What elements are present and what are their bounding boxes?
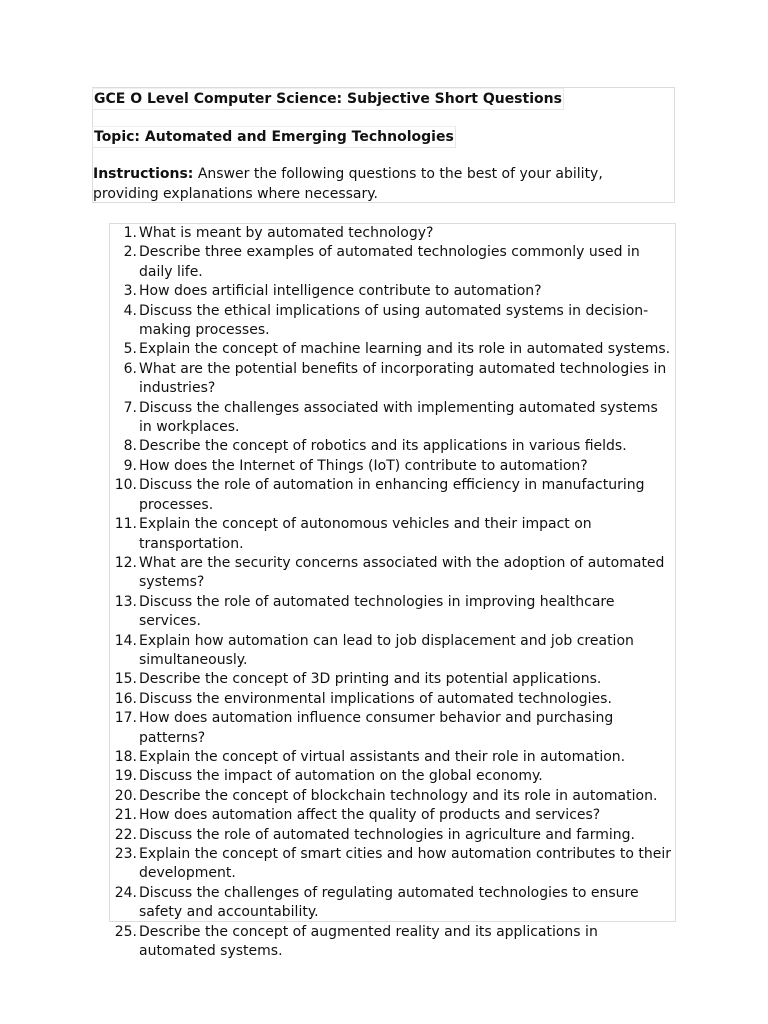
question-text: Explain the concept of machine learning and its role in automated systems. [139, 341, 671, 358]
question-text: Explain the concept of autonomous vehicles and their impact on transportation. [139, 516, 592, 552]
document-topic: Topic: Automated and Emerging Technologies [92, 126, 456, 148]
question-number: 14. [114, 632, 137, 649]
question-text: Discuss the environmental implications of automated technologies. [139, 690, 612, 707]
question-text: What are the potential benefits of incorporating automated technologies in industries? [139, 360, 667, 397]
instructions-label: Instructions: [93, 166, 194, 182]
question-number: 20. [114, 787, 137, 804]
question-text: Describe the concept of augmented reality and its applications in automated systems. [139, 923, 598, 960]
list-item [110, 670, 672, 689]
question-number: 22. [114, 826, 137, 843]
question-number: 25. [114, 923, 137, 940]
question-text: Discuss the impact of automation on the global economy. [139, 768, 543, 785]
question-number: 5. [123, 341, 137, 358]
question-text: Explain the concept of virtual assistants and their role in automation. [139, 748, 626, 765]
question-number: 3. [123, 283, 137, 300]
question-number: 19. [114, 768, 137, 785]
list-item [110, 632, 672, 671]
list-item [110, 340, 672, 359]
question-number: 11. [114, 516, 137, 533]
list-item [110, 826, 672, 845]
instructions-paragraph [93, 164, 671, 204]
question-number: 17. [114, 710, 137, 727]
question-text: How does automation affect the quality of products and services? [139, 807, 601, 824]
question-number: 13. [114, 593, 137, 610]
question-text: Describe three examples of automated technologies commonly used in daily life. [139, 244, 640, 280]
list-item [110, 767, 672, 786]
question-number: 16. [114, 690, 137, 707]
question-list [110, 224, 672, 961]
list-item [110, 476, 672, 515]
list-item [110, 282, 672, 301]
question-number: 10. [114, 477, 137, 494]
question-text: Describe the concept of 3D printing and its potential applications. [139, 671, 602, 688]
question-text: Explain how automation can lead to job displacement and job creation simultaneously. [139, 632, 634, 668]
question-number: 23. [114, 846, 137, 862]
list-item [110, 709, 672, 748]
question-text: Discuss the challenges associated with implementing automated systems in workplaces. [139, 399, 658, 436]
list-item [110, 845, 672, 884]
list-item [110, 224, 672, 243]
question-text: Discuss the role of automated technologies in agriculture and farming. [139, 826, 635, 843]
question-number: 15. [114, 671, 137, 688]
question-text: How does the Internet of Things (IoT) contribute to automation? [139, 457, 588, 474]
question-text: Describe the concept of robotics and its applications in various fields. [139, 438, 627, 455]
list-item [110, 515, 672, 554]
question-text: Discuss the challenges of regulating automated technologies to ensure safety and accountability. [139, 884, 639, 921]
list-item [110, 360, 672, 399]
question-number: 2. [123, 244, 137, 261]
question-text: Explain the concept of smart cities and how automation contributes to their development. [139, 846, 671, 882]
question-text: Discuss the role of automation in enhancing efficiency in manufacturing processes. [139, 477, 645, 513]
list-item [110, 923, 672, 962]
question-number: 6. [123, 360, 137, 377]
list-item [110, 690, 672, 709]
list-item [110, 457, 672, 476]
question-text: How does automation influence consumer behavior and purchasing patterns? [139, 710, 614, 746]
question-number: 12. [114, 554, 137, 571]
question-number: 18. [114, 748, 137, 765]
list-item [110, 748, 672, 767]
list-item [110, 399, 672, 438]
question-text: How does artificial intelligence contribute to automation? [139, 283, 542, 300]
question-number: 21. [114, 807, 137, 824]
question-number: 8. [123, 438, 137, 455]
question-text: Discuss the role of automated technologies in improving healthcare services. [139, 593, 615, 630]
question-number: 4. [123, 302, 137, 319]
question-text: What are the security concerns associated with the adoption of automated systems? [139, 554, 665, 591]
question-text: Discuss the ethical implications of using automated systems in decision-making processes. [139, 302, 649, 339]
list-item [110, 554, 672, 593]
question-number: 24. [114, 884, 137, 901]
list-item [110, 437, 672, 456]
list-item [110, 884, 672, 923]
question-text: Describe the concept of blockchain technology and its role in automation. [139, 787, 658, 804]
question-number: 7. [123, 399, 137, 416]
list-item [110, 593, 672, 632]
question-number: 9. [123, 457, 137, 474]
list-item [110, 243, 672, 282]
question-text: What is meant by automated technology? [139, 225, 434, 241]
list-item [110, 787, 672, 806]
list-item [110, 806, 672, 825]
question-number: 1. [123, 225, 137, 241]
list-item [110, 302, 672, 341]
document-title: GCE O Level Computer Science: Subjective Short Questions [92, 88, 564, 110]
instructions-text: Answer the following questions to the best of your ability, providing explanations where necessary. [93, 166, 603, 202]
